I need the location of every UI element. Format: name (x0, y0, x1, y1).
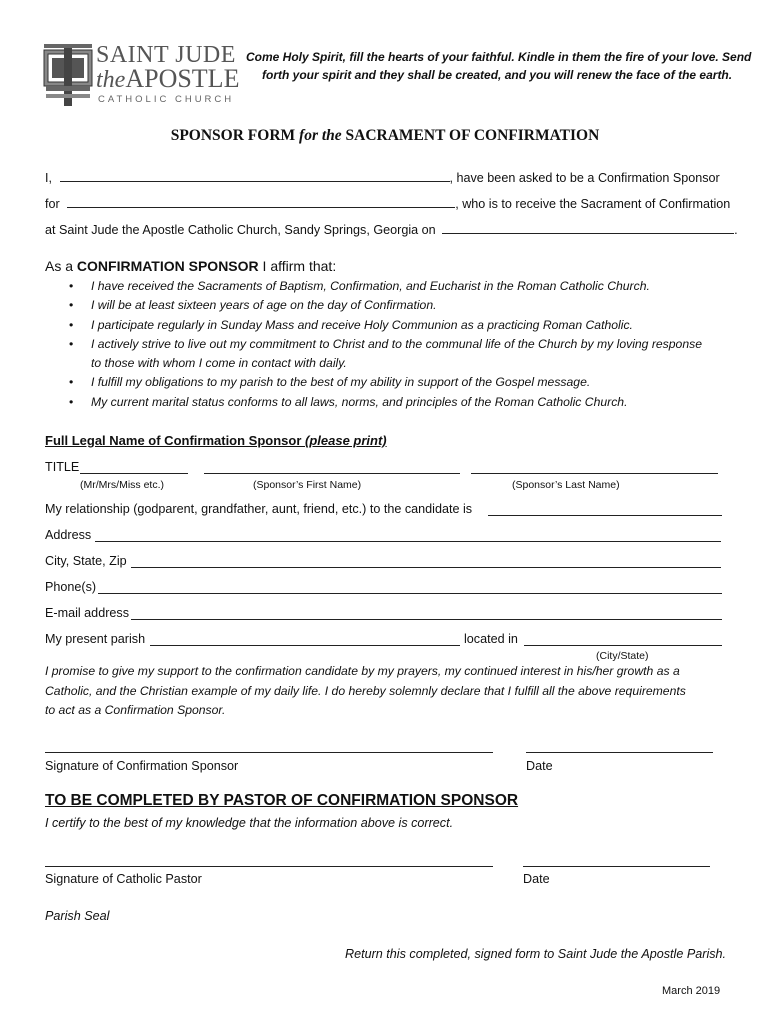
bullet-icon: • (69, 375, 74, 389)
intro-suffix-1: , have been asked to be a Confirmation Sponsor (449, 171, 720, 185)
affirm-item-4: • I actively strive to live out my commitment to Christ and to the communal life of the Church by my loving response (69, 337, 702, 351)
promise-line-1: I promise to give my support to the confirmation candidate by my prayers, my continued interest in his/her growth as a (45, 664, 680, 678)
title-part2: for the (299, 127, 342, 144)
bullet-icon: • (69, 318, 74, 332)
pastor-heading: TO BE COMPLETED BY PASTOR OF CONFIRMATION SPONSOR (45, 792, 519, 809)
confirmation-date-blank[interactable] (442, 221, 734, 234)
prayer-line-1: Come Holy Spirit, fill the hearts of your faithful. Kindle in them the fire of your love. Send (246, 50, 752, 64)
affirm-item-3: • I participate regularly in Sunday Mass and receive Holy Communion as a practicing Roman Catholic. (69, 318, 633, 332)
form-date: March 2019 (662, 985, 721, 997)
bullet-icon: • (69, 395, 74, 409)
pastor-date-line[interactable] (523, 866, 710, 867)
intro-suffix-2: , who is to receive the Sacrament of Confirmation (455, 197, 731, 211)
bullet-icon: • (69, 337, 74, 351)
sponsor-signature-line[interactable] (45, 752, 493, 753)
title-blank[interactable] (80, 461, 188, 474)
church-logo (42, 42, 242, 112)
affirm-item-5: • I fulfill my obligations to my parish to the best of my ability in support of the Gospel message. (69, 375, 591, 389)
logo-the: the (96, 67, 126, 93)
relationship-blank[interactable] (488, 503, 722, 516)
intro-period: . (734, 223, 738, 237)
pastor-signature-line[interactable] (45, 866, 493, 867)
affirm-item-2: • I will be at least sixteen years of age on the day of Confirmation. (69, 298, 437, 312)
parish-label: My present parish (45, 632, 146, 646)
return-instructions: Return this completed, signed form to Saint Jude the Apostle Parish. (345, 947, 727, 961)
pastor-date-label: Date (523, 872, 550, 886)
last-name-blank[interactable] (471, 461, 718, 474)
address-label: Address (45, 528, 92, 542)
title-label: TITLE (45, 460, 80, 474)
affirm-bold: CONFIRMATION SPONSOR (76, 258, 259, 274)
promise-line-3: to act as a Confirmation Sponsor. (45, 703, 226, 717)
first-name-sublabel: (Sponsor’s First Name) (253, 479, 362, 491)
intro-church-text: at Saint Jude the Apostle Catholic Church, Sandy Springs, Georgia on (45, 223, 436, 237)
last-name-sublabel: (Sponsor’s Last Name) (512, 479, 620, 491)
sponsor-name-blank[interactable] (60, 169, 450, 182)
bullet-icon: • (69, 298, 74, 312)
located-label: located in (464, 632, 518, 646)
sponsor-date-label: Date (526, 759, 553, 773)
pastor-signature-label: Signature of Catholic Pastor (45, 872, 202, 886)
intro-line-1 (45, 169, 720, 186)
sponsor-date-line[interactable] (526, 752, 713, 753)
logo-line3: CATHOLIC CHURCH (98, 94, 235, 105)
relationship-label: My relationship (godparent, grandfather, aunt, friend, etc.) to the candidate is (45, 502, 473, 516)
logo-line2 (96, 64, 239, 94)
first-name-blank[interactable] (204, 461, 460, 474)
intro-line-3 (45, 221, 738, 238)
affirm-pre: As a (45, 258, 77, 274)
affirm-item-4-cont: to those with whom I come in contact with daily. (91, 356, 347, 370)
city-label: City, State, Zip (45, 554, 127, 568)
title-sublabel: (Mr/Mrs/Miss etc.) (80, 479, 164, 491)
affirm-item-1: • I have received the Sacraments of Baptism, Confirmation, and Eucharist in the Roman Catholic Church. (69, 279, 650, 293)
bullet-icon: • (69, 279, 74, 293)
title-part1: SPONSOR FORM (170, 127, 300, 144)
certify-text: I certify to the best of my knowledge that the information above is correct. (45, 816, 454, 830)
parish-seal-label: Parish Seal (45, 909, 110, 923)
title-part3: SACRAMENT OF CONFIRMATION (341, 127, 600, 144)
sponsor-signature-label: Signature of Confirmation Sponsor (45, 759, 239, 773)
title-row (45, 460, 79, 475)
logo-line1: SAINT JUDE (96, 42, 236, 68)
affirm-post: I affirm that: (258, 258, 337, 274)
affirm-heading (45, 258, 336, 274)
parish-blank[interactable] (150, 633, 460, 646)
fullname-heading: Full Legal Name of Confirmation Sponsor (please print) (45, 433, 387, 448)
citystate-sublabel: (City/State) (596, 650, 649, 662)
intro-line-2 (45, 195, 730, 212)
prayer-line-2: forth your spirit and they shall be created, and you will renew the face of the earth. (262, 68, 733, 82)
intro-for-label: for (45, 197, 60, 211)
intro-i-label: I, (45, 171, 52, 185)
email-blank[interactable] (131, 607, 722, 620)
promise-line-2: Catholic, and the Christian example of my daily life. I do hereby solemnly declare that I fulfill all the above requirements (45, 684, 686, 698)
located-blank[interactable] (524, 633, 722, 646)
candidate-name-blank[interactable] (67, 195, 455, 208)
logo-apostle: APOSTLE (125, 64, 240, 93)
crest-icon (42, 42, 94, 110)
address-blank[interactable] (95, 529, 721, 542)
email-label: E-mail address (45, 606, 129, 620)
form-title (0, 127, 770, 145)
phone-label: Phone(s) (45, 580, 97, 594)
affirm-item-6: • My current marital status conforms to all laws, norms, and principles of the Roman Catholic Church. (69, 395, 628, 409)
city-blank[interactable] (131, 555, 721, 568)
phone-blank[interactable] (98, 581, 722, 594)
